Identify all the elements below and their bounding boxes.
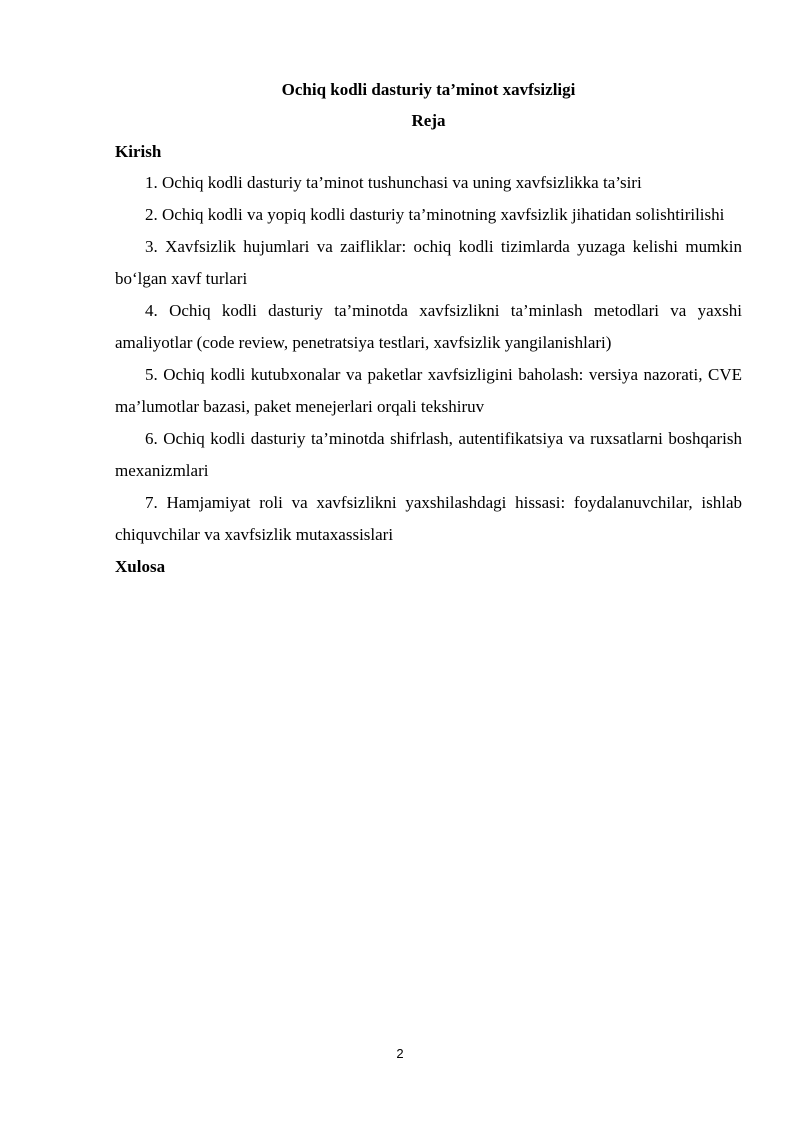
plan-item-number: 3. [145,237,158,256]
plan-item-number: 6. [145,429,158,448]
plan-item-text: Ochiq kodli dasturiy ta’minotda xavfsizlikni ta’minlash metodlari va yaxshi amaliyotlar (code review, penetratsiya testlari, xavfsizlik yangilanishlari) [115,301,743,352]
plan-item-number: 5. [145,365,158,384]
intro-heading: Kirish [115,142,162,161]
plan-item [115,487,742,551]
page-number: 2 [396,1046,404,1061]
plan-item-number: 1. [145,173,158,192]
plan-item-text: Ochiq kodli va yopiq kodli dasturiy ta’minotning xavfsizlik jihatidan solishtirilishi [162,205,725,224]
plan-item [115,167,742,199]
plan-list [115,167,742,551]
conclusion-heading: Xulosa [115,557,166,576]
plan-item-text: Ochiq kodli kutubxonalar va paketlar xavfsizligini baholash: versiya nazorati, CVE ma’lumotlar bazasi, paket menejerlari orqali tekshiruv [115,365,743,416]
document-title: Ochiq kodli dasturiy ta’minot xavfsizligi [281,80,576,99]
plan-item-text: Hamjamiyat roli va xavfsizlikni yaxshilashdagi hissasi: foydalanuvchilar, ishlab chiquvchilar va xavfsizlik mutaxassislari [115,493,742,544]
plan-heading: Reja [411,111,446,130]
plan-item [115,359,742,423]
plan-item [115,295,742,359]
plan-item [115,231,742,295]
page-content [115,74,742,582]
plan-item [115,423,742,487]
plan-item-text: Ochiq kodli dasturiy ta’minot tushunchasi va uning xavfsizlikka ta’siri [162,173,642,192]
plan-item-number: 7. [145,493,158,512]
plan-item [115,199,742,231]
plan-item-text: Xavfsizlik hujumlari va zaifliklar: ochiq kodli tizimlarda yuzaga kelishi mumkin bo‘lgan xavf turlari [115,237,743,288]
plan-item-number: 2. [145,205,158,224]
plan-item-text: Ochiq kodli dasturiy ta’minotda shifrlash, autentifikatsiya va ruxsatlarni boshqarish mexanizmlari [115,429,742,480]
plan-item-number: 4. [145,301,158,320]
